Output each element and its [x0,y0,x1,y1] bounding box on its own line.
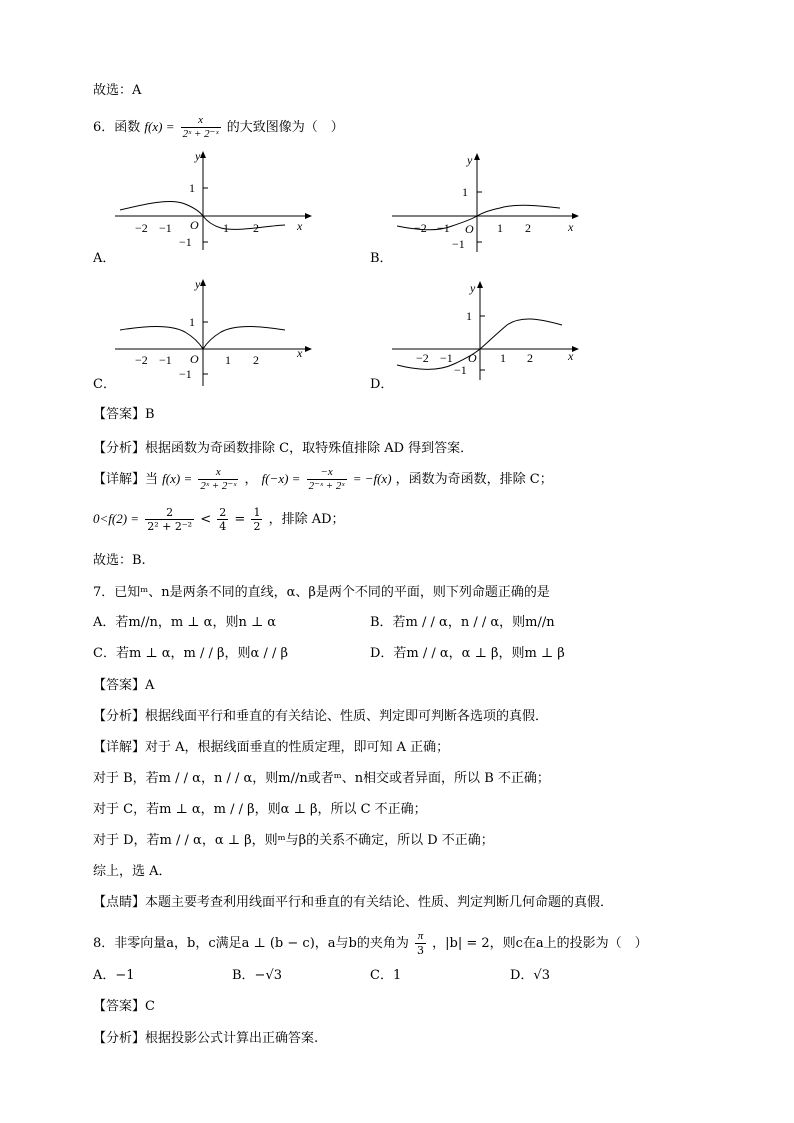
tick-x-one: 1 [500,351,506,365]
y-label: y [195,150,201,163]
option-a-label: A． [93,251,116,266]
q6-conclusion: 故选：B. [93,553,146,568]
tick-x-neg-two: −2 [416,351,429,365]
tick-x-one: 1 [497,221,503,235]
q8-option-a: A．−1 [93,968,135,983]
q7-detail-2: 对于 B，若m / / α，n / / α，则m//n或者ᵐ、n相交或者异面，所以 B 不正确； [93,771,550,786]
tick-x-neg-one: −1 [159,221,172,235]
q6-answer: 【答案】B [93,407,155,422]
tick-x-neg-one: −1 [159,353,172,367]
tick-x-neg-one: −1 [440,351,453,365]
previous-answer-end: 故选：A [93,83,142,98]
origin-label: O [468,351,477,365]
q7-detail-5: 综上，选 A． [93,864,172,879]
q7-detail-4: 对于 D，若m / / α，α ⊥ β，则ᵐ与β的关系不确定，所以 D 不正确； [93,833,494,848]
tick-x-two: 2 [527,351,533,365]
q7-option-c: C．若m ⊥ α，m / / β，则α / / β [93,646,288,661]
q7-comment: 【点睛】本题主要考查利用线面平行和垂直的有关结论、性质、判定判断几何命题的真假． [93,895,614,910]
graph-d [392,280,592,385]
y-label: y [470,281,476,295]
option-b-label: B． [370,251,393,266]
tick-x-two: 2 [253,353,259,367]
q6-fraction: $\frac{x}{\text{2ˣ + 2⁻ˣ}}$ [182,114,219,140]
q8-answer: 【答案】C [93,999,155,1014]
q6-stem-rest: 的大致图像为（ ） [226,120,344,135]
q8-analysis: 【分析】根据投影公式计算出正确答案. [93,1031,319,1046]
tick-x-one: 1 [225,353,231,367]
tick-x-neg-two: −2 [135,221,148,235]
q6-number: 6．函数 [93,120,141,135]
tick-x-neg-two: −2 [135,353,148,367]
q8-option-c: C．1 [370,968,402,983]
q7-analysis: 【分析】根据线面平行和垂直的有关结论、性质、判定即可判断各选项的真假． [93,709,549,724]
q8-option-b: B．−√3 [232,968,283,983]
q6-detail-line2: 0<f(2) = $\frac{2}{\text{2² + 2⁻²}}$ < $\frac{2}{4}$ = $\frac{1}{2}$ ，排除 AD； [93,506,345,533]
tick-neg-one: −1 [452,237,465,251]
tick-one: 1 [189,181,195,195]
q6-detail-line1: 【详解】当 f(x) = $\frac{x}{\text{2ˣ + 2⁻ˣ}}$ ， f(−x) = $\frac{-x}{\text{2⁻ˣ + 2ˣ}}$ = −f(x) ，函数为奇函数，排除 C； [93,466,553,492]
tick-x-neg-two: −2 [414,221,427,235]
q7-detail-3: 对于 C，若m ⊥ α，m / / β，则α ⊥ β，所以 C 不正确； [93,802,427,817]
q8-stem: 8．非零向量a，b，c满足a ⊥ (b − c)，a与b的夹角为 $\frac{\pi}{3}$ ，|b| = 2，则c在a上的投影为（ ） [93,930,648,957]
q7-detail-1: 【详解】对于 A，根据线面垂直的性质定理，即可知 A 正确； [93,740,450,755]
origin-label: O [190,352,199,366]
option-d-label: D． [370,377,394,392]
graph-c [115,278,315,388]
q6-analysis: 【分析】根据函数为奇函数排除 C，取特殊值排除 AD 得到答案． [93,441,474,456]
q7-option-d: D．若m / / α，α ⊥ β，则m ⊥ β [370,646,565,661]
tick-neg-one: −1 [179,235,192,249]
tick-one: 1 [462,185,468,199]
x-label: x [297,219,303,233]
x-label: x [297,346,303,360]
origin-label: O [465,222,474,236]
tick-x-one: 1 [223,221,229,235]
option-c-label: C． [93,377,116,392]
q7-answer: 【答案】A [93,678,155,693]
tick-x-neg-one: −1 [437,221,450,235]
q6-stem [93,114,344,141]
q8-option-d: D．√3 [510,968,550,983]
q7-option-a: A．若m//n，m ⊥ α，则n ⊥ α [93,615,277,630]
tick-neg-one: −1 [179,367,192,381]
origin-label: O [190,218,199,232]
x-label: x [568,349,574,363]
tick-x-two: 2 [253,221,259,235]
graph-a [115,150,315,255]
q6-function-name: f(x) = [144,119,175,134]
q7-stem: 7．已知ᵐ、n是两条不同的直线，α、β是两个不同的平面，则下列命题正确的是 [93,585,550,600]
y-label: y [195,278,201,291]
y-label: y [467,153,473,167]
x-label: x [568,220,574,234]
tick-one: 1 [189,315,195,329]
tick-one: 1 [466,309,472,323]
graph-b [392,152,592,257]
tick-neg-one: −1 [454,363,467,377]
tick-x-two: 2 [525,221,531,235]
q7-option-b: B．若m / / α，n / / α，则m//n [370,615,555,630]
